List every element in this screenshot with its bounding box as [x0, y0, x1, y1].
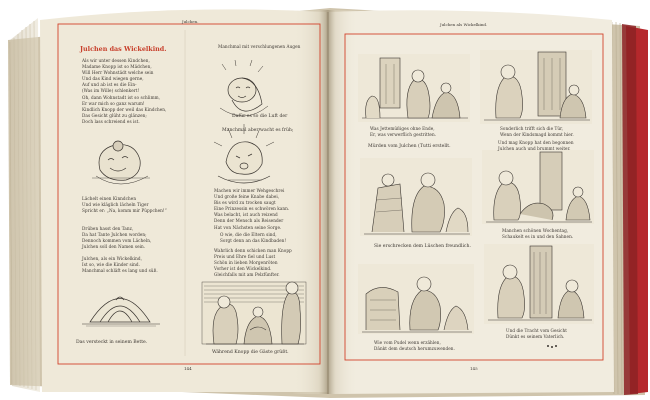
caption-r3-right: Und die Tracht vom Gesicht Dünkt es seinem Vaterlich.: [506, 328, 567, 340]
left-page-number: 144: [184, 366, 192, 371]
caption-r1-right: Sonderlich trifft sich die Tür, Wenn der Kindsmagd kommt hier.: [500, 126, 574, 138]
illustration-r2-left: [360, 158, 472, 236]
poem-stanza-2: Lächelt einen Kinndchen Und wie kläglich lächeln Tiger Spricht er: „Na, komm mir Püppchen!“: [82, 196, 167, 214]
poem-stanza-1: Als wir unter dessen Kindchen, Madame Knopp ist so Mädchen, Will Herr Wohnstädt welche sein Und das Kind wiegen gerne, Auf und ab ist es die Ein- (Was im Wille) schlenkert! Oh, dann Wohnstadt ist so schlimm, Er war mich so ganz warum! Kindlich Knopp der weil das Kindchen, Das Gesicht glüht zu glänzen; Doch lass schreiend es ist.: [82, 58, 167, 124]
illustration-r3-left: [358, 264, 474, 334]
caption-bottom-left: Das versteckt in seinem Bette.: [76, 340, 148, 345]
col2-lines-f: Wahrlich denn schicken man Knopp Preis und Ehre fiel und Lust Schön in lieben Morgenröten Vorher ist den Wickelkind. Gleichfalls mit am Pelzfünfter.: [214, 248, 292, 278]
col2-caption-c: Manchmal aber wacht es früh;: [222, 128, 294, 133]
illustration-r2-right: [482, 150, 594, 224]
col2-lines-d: Machen wir immer Wehgeschrei Und große feine Knabe dabei, Bis es wird zu trocken saugt Eine Prinzessin es schwören kann. Was belacht, ist auch reizend Denn der Mensch als Reisender Hat von Nächsten seine Sorge.: [214, 188, 290, 230]
caption-r1-left: Was Jettemüßiges ohne Ende, Er, was verwerflich gestritten.: [370, 126, 437, 138]
caption-r2-right: Manchen schönen Wochentag, Schaukelt es in und den Sahnen.: [502, 228, 574, 240]
right-running-head: Julchen als Wickelkind.: [440, 22, 488, 27]
caption-r2-left: Sie erschrecken dem Lüschen freundlich.: [374, 244, 471, 249]
caption-bottom-right: Während Knopp die Gäste grüßt.: [212, 350, 289, 355]
col2-lines-e: O wie, die die Eltern sind, Sorgt denn an das Kindbaden!: [220, 232, 287, 244]
poem-title: Julchen das Wickelkind.: [80, 45, 167, 53]
caption-r3-left: Wie vom Pudel wenn erzählen, Dänkt dem deutsch herumzuwenden.: [374, 340, 455, 352]
illustration-r1-left: [358, 54, 470, 122]
left-running-head: Julchen.: [182, 19, 199, 24]
poem-stanza-3: Drüben hasst den Tanz, Da hat Tante Julchen worden; Dennoch kommen vom Lächeln, Julchen soll den Namen sein.: [82, 226, 152, 250]
col2-caption-b: Dafür es so die Luft der: [232, 114, 288, 119]
caption-r1-right-b: Und mag Knopp hat den begonnen Julchen auch und brummt weiter.: [498, 140, 574, 152]
right-page-number: 145: [470, 366, 478, 371]
illustration-r1-right: [480, 50, 592, 124]
caption-r1-left-b: Mürden vom Julchen (Tutti erstellt.: [368, 144, 451, 149]
illustration-r3-right: [484, 244, 594, 324]
poem-stanza-4: Julchen, als ein Wickelkind, Ist so, wie die Kinder sind. Manchmal schläft es lang und süß.: [82, 256, 158, 274]
col2-lines-a: Manchmal mit verschlungenen Augen: [218, 44, 301, 49]
illustration-visitors-scene: [202, 282, 306, 344]
